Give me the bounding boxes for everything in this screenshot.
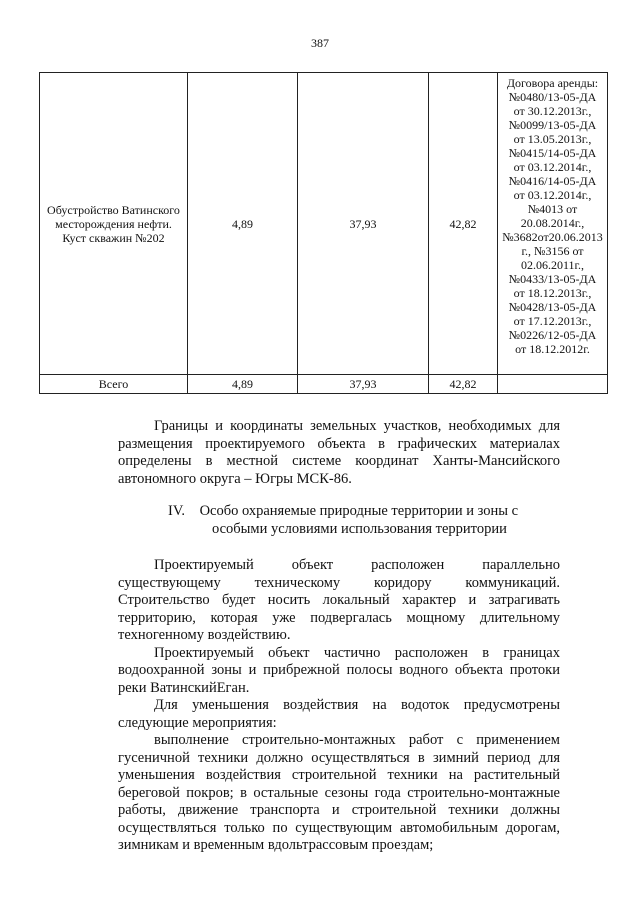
lease-contracts-cell: Договора аренды: №0480/13-05-ДА от 30.12.2013г., №0099/13-05-ДА от 13.05.2013г., №0415/14-05-ДА от 03.12.2014г., №0416/14-05-ДА от 03.12.2014г., №4013 от 20.08.2014г., №3682от20.06.2013 г., №3156 от 02.06.2011г., №0433/13-05-ДА от 18.12.2013г., №0428/13-05-ДА от 17.12.2013г., №0226/12-05-ДА от 18.12.2012г.	[498, 73, 608, 375]
land-plots-table	[39, 72, 608, 394]
paragraph: Проектируемый объект расположен параллельно существующему техническому коридору коммуникаций. Строительство будет носить локальный характер и затрагивать территорию, которая уже подвергалась мощному длительному техногенному воздействию.	[118, 557, 560, 643]
section-number: IV.	[168, 503, 186, 519]
paragraph: Для уменьшения воздействия на водоток предусмотрены следующие мероприятия:	[118, 697, 560, 731]
area-cell: 37,93	[298, 73, 429, 375]
paragraph: выполнение строительно-монтажных работ с применением гусеничной техники должно осуществляться в зимний период для уменьшения воздействия строительной техники на растительный береговой покров; в остальные сезоны года строительно-монтажные работы, движение транспорта и строительной техники должны осуществляться только по существующим автомобильным дорогам, зимникам и временным вдольтрассовым проездам;	[118, 732, 560, 853]
section-body	[118, 557, 560, 855]
coordinates-paragraph-block	[118, 418, 560, 488]
total-cell: 37,93	[298, 375, 429, 394]
area-total-cell: 42,82	[429, 73, 498, 375]
object-name-cell: Обустройство Ватинского месторождения нефти. Куст скважин №202	[40, 73, 188, 375]
section-title-line2: особыми условиями использования территории	[212, 521, 507, 537]
page-number: 387	[311, 36, 329, 50]
coordinates-paragraph: Границы и координаты земельных участков, необходимых для размещения проектируемого объекта в графических материалах определены в местной системе координат Ханты-Мансийского автономного округа – Югры МСК-86.	[118, 418, 560, 487]
section-heading	[168, 502, 560, 538]
total-cell: 42,82	[429, 375, 498, 394]
table-row	[40, 73, 608, 375]
paragraph: Проектируемый объект частично расположен в границах водоохранной зоны и прибрежной полосы водного объекта протоки реки ВатинскийЕган.	[118, 644, 560, 696]
area-cell: 4,89	[188, 73, 298, 375]
total-cell: 4,89	[188, 375, 298, 394]
total-label-cell: Всего	[40, 375, 188, 394]
table-total-row	[40, 375, 608, 394]
section-title-line1: Особо охраняемые природные территории и зоны с	[199, 503, 519, 519]
empty-cell	[498, 375, 608, 394]
